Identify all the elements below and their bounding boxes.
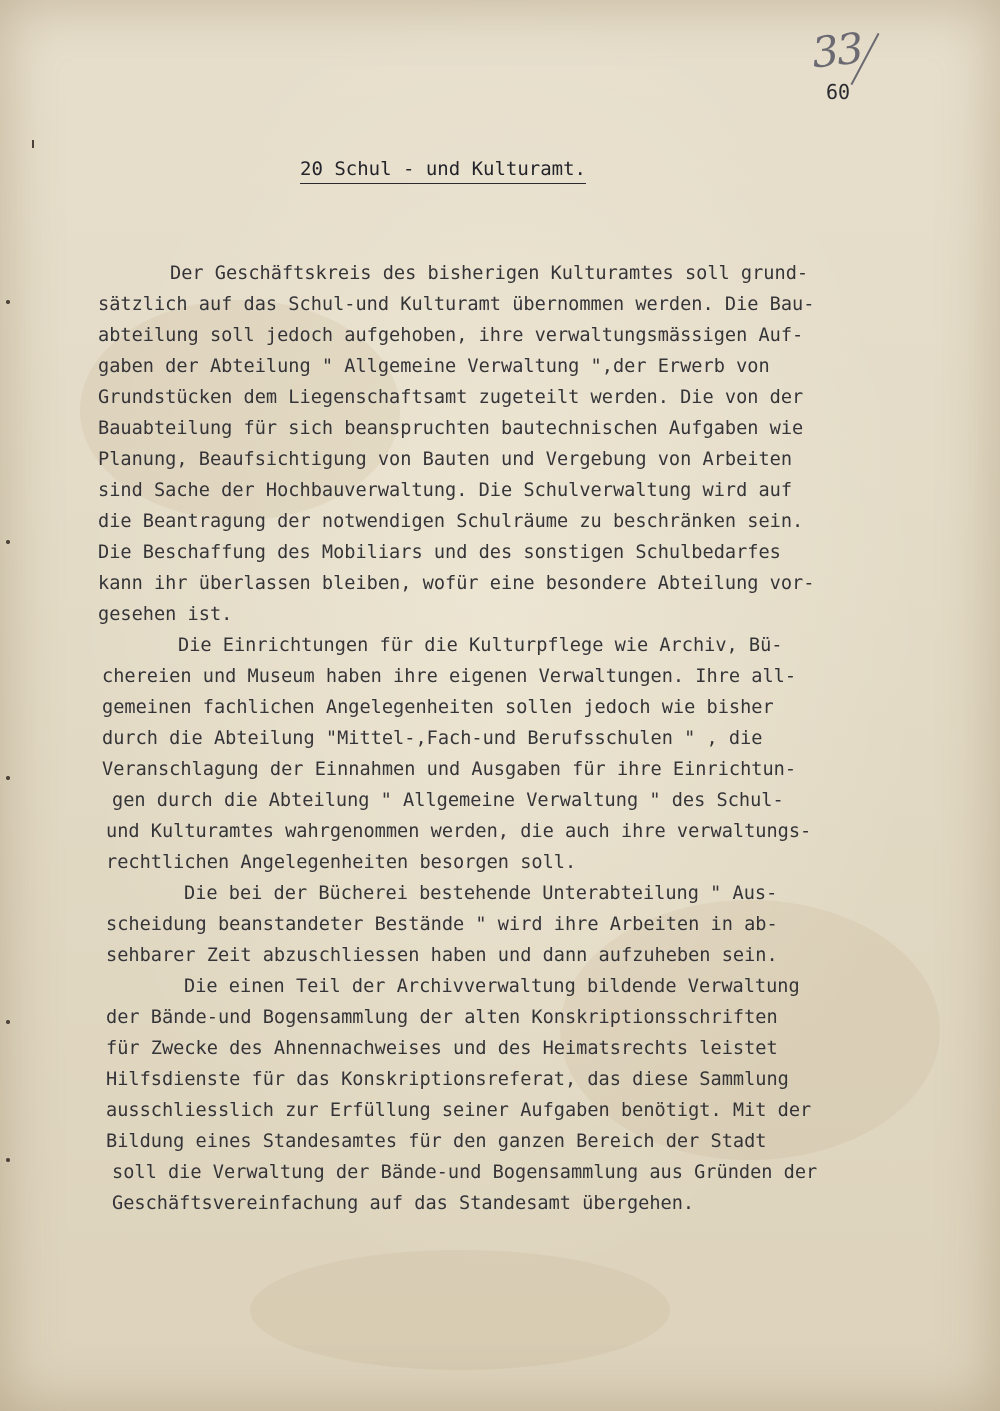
text-line: gaben der Abteilung " Allgemeine Verwaltung ",der Erwerb von [98, 356, 770, 377]
text-line: Bildung eines Standesamtes für den ganzen Bereich der Stadt [106, 1131, 767, 1152]
text-line: sind Sache der Hochbauverwaltung. Die Schulverwaltung wird auf [98, 480, 793, 501]
text-line: Bauabteilung für sich beanspruchten bautechnischen Aufgaben wie [98, 418, 804, 439]
paper-speck [6, 776, 10, 780]
paper-speck [6, 1158, 10, 1162]
paper-speck [6, 540, 10, 544]
text-line: durch die Abteilung "Mittel-,Fach-und Berufsschulen " , die [102, 728, 763, 749]
paper-speck [32, 140, 34, 148]
text-line: die Beantragung der notwendigen Schulräume zu beschränken sein. [98, 511, 804, 532]
text-line: Die bei der Bücherei bestehende Unterabteilung " Aus- [184, 883, 778, 904]
text-line: soll die Verwaltung der Bände-und Bogensammlung aus Gründen der [112, 1162, 818, 1183]
paper-speck [6, 300, 10, 304]
text-line: für Zwecke des Ahnennachweises und des Heimatsrechts leistet [106, 1038, 778, 1059]
text-line: Die Beschaffung des Mobiliars und des sonstigen Schulbedarfes [98, 542, 781, 563]
page-number: 60 [826, 80, 851, 104]
text-line: chereien und Museum haben ihre eigenen Verwaltungen. Ihre all- [102, 666, 797, 687]
text-line: abteilung soll jedoch aufgehoben, ihre verwaltungsmässigen Auf- [98, 325, 804, 346]
body-text [98, 258, 918, 1219]
text-line: ausschliesslich zur Erfüllung seiner Aufgaben benötigt. Mit der [106, 1100, 812, 1121]
text-line: scheidung beanstandeter Bestände " wird ihre Arbeiten in ab- [106, 914, 778, 935]
text-line: Grundstücken dem Liegenschaftsamt zugeteilt werden. Die von der [98, 387, 804, 408]
text-line: Veranschlagung der Einnahmen und Ausgaben für ihre Einrichtun- [102, 759, 797, 780]
text-line: gemeinen fachlichen Angelegenheiten sollen jedoch wie bisher [102, 697, 774, 718]
text-line: Planung, Beaufsichtigung von Bauten und Vergebung von Arbeiten [98, 449, 793, 470]
paper-speck [6, 1020, 10, 1024]
text-line: rechtlichen Angelegenheiten besorgen soll. [106, 852, 577, 873]
text-line: Hilfsdienste für das Konskriptionsreferat, das diese Sammlung [106, 1069, 789, 1090]
text-line: der Bände-und Bogensammlung der alten Konskriptionsschriften [106, 1007, 778, 1028]
text-line: Geschäftsvereinfachung auf das Standesamt übergehen. [112, 1193, 695, 1214]
text-line: gen durch die Abteilung " Allgemeine Verwaltung " des Schul- [112, 790, 784, 811]
text-line: kann ihr überlassen bleiben, wofür eine besondere Abteilung vor- [98, 573, 815, 594]
text-line: Die Einrichtungen für die Kulturpflege wie Archiv, Bü- [178, 635, 783, 656]
text-line: und Kulturamtes wahrgenommen werden, die auch ihre verwaltungs- [106, 821, 812, 842]
text-line: Der Geschäftskreis des bisherigen Kulturamtes soll grund- [170, 263, 809, 284]
text-line: Die einen Teil der Archivverwaltung bildende Verwaltung [184, 976, 800, 997]
text-line: sätzlich auf das Schul-und Kulturamt übernommen werden. Die Bau- [98, 294, 815, 315]
text-line: sehbarer Zeit abzuschliessen haben und dann aufzuheben sein. [106, 945, 778, 966]
text-line: gesehen ist. [98, 604, 233, 625]
section-heading: 20 Schul - und Kulturamt. [300, 158, 586, 184]
handwritten-folio-number: 33 [809, 23, 864, 78]
paper-stain [250, 1250, 670, 1370]
